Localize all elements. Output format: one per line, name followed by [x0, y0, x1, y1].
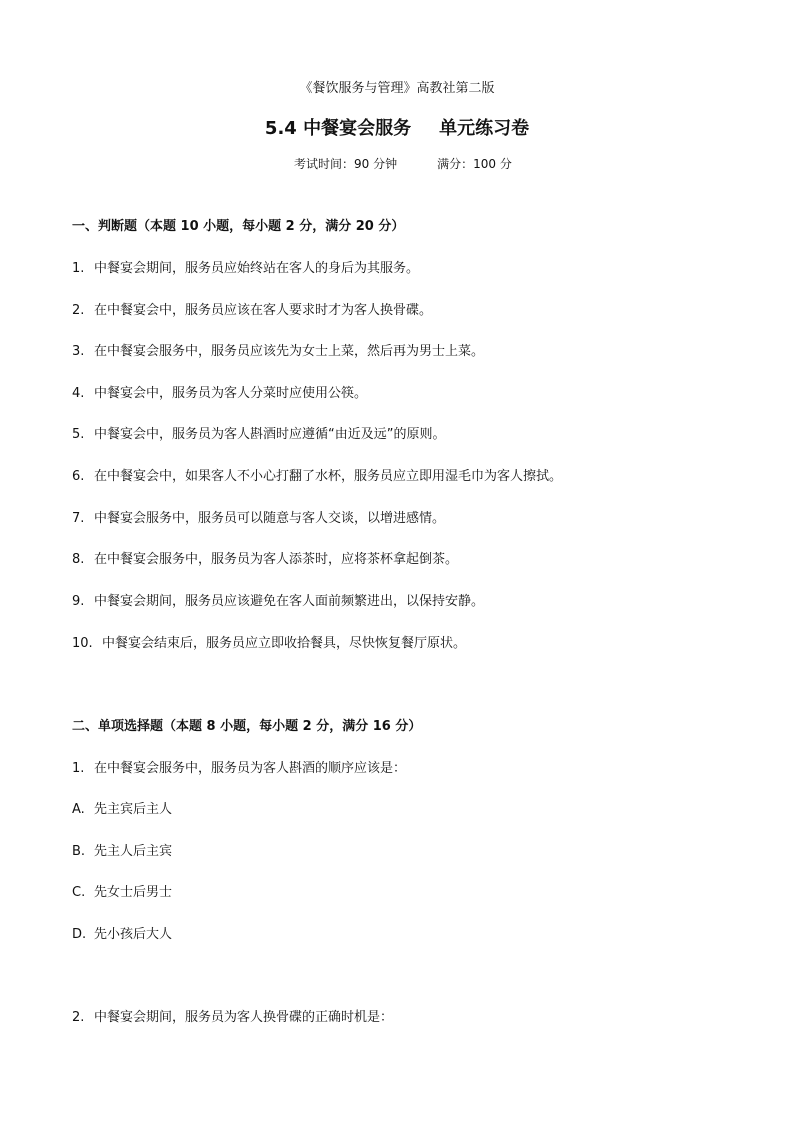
- tf-question-6: [72, 468, 562, 486]
- option-text: 先女士后男士: [94, 885, 173, 900]
- question-number: 4.: [72, 386, 85, 401]
- section1-heading: 一、判断题（本题 10 小题，每小题 2 分，满分 20 分）: [72, 219, 405, 234]
- question-number: 9.: [72, 594, 85, 609]
- question-text: 在中餐宴会中，如果客人不小心打翻了水杯，服务员应立即用湿毛巾为客人擦拭。: [94, 469, 563, 484]
- question-number: 10.: [72, 636, 93, 651]
- exam-meta: [294, 155, 512, 173]
- option-letter: A.: [72, 802, 85, 817]
- tf-question-3: [72, 343, 484, 361]
- option-letter: C.: [72, 885, 86, 900]
- tf-question-8: [72, 551, 458, 569]
- mc-option-d: [72, 926, 172, 944]
- question-text: 中餐宴会中，服务员为客人分菜时应使用公筷。: [94, 386, 368, 401]
- option-letter: D.: [72, 927, 87, 942]
- question-number: 7.: [72, 511, 85, 526]
- question-text: 中餐宴会结束后，服务员应立即收拾餐具，尽快恢复餐厅原状。: [102, 636, 467, 651]
- question-number: 3.: [72, 344, 85, 359]
- exam-time: 考试时间：90 分钟: [294, 157, 398, 171]
- question-number: 2.: [72, 1010, 85, 1025]
- question-number: 1.: [72, 261, 85, 276]
- option-letter: B.: [72, 844, 86, 859]
- question-text: 中餐宴会期间，服务员为客人换骨碟的正确时机是：: [94, 1010, 394, 1025]
- page-title: [0, 116, 794, 142]
- question-text: 在中餐宴会中，服务员应该在客人要求时才为客人换骨碟。: [94, 303, 433, 318]
- mc-option-c: [72, 884, 172, 902]
- title-sub: 单元练习卷: [439, 118, 530, 139]
- tf-question-9: [72, 593, 484, 611]
- question-number: 8.: [72, 552, 85, 567]
- option-text: 先主宾后主人: [94, 802, 173, 817]
- tf-question-4: [72, 385, 367, 403]
- option-text: 先小孩后大人: [94, 927, 173, 942]
- title-main: 5.4 中餐宴会服务: [264, 118, 412, 139]
- question-number: 2.: [72, 303, 85, 318]
- tf-question-1: [72, 260, 419, 278]
- mc-option-a: [72, 801, 172, 819]
- section2-heading: 二、单项选择题（本题 8 小题，每小题 2 分，满分 16 分）: [72, 719, 422, 734]
- exam-score: 满分：100 分: [437, 157, 512, 171]
- question-text: 在中餐宴会服务中，服务员为客人斟酒的顺序应该是：: [94, 761, 407, 776]
- mc-question-2: [72, 1009, 393, 1027]
- question-text: 中餐宴会中，服务员为客人斟酒时应遵循“由近及远”的原则。: [94, 427, 446, 442]
- tf-question-7: [72, 510, 445, 528]
- question-number: 1.: [72, 761, 85, 776]
- document-header: 《餐饮服务与管理》高教社第二版: [299, 81, 495, 96]
- mc-option-b: [72, 843, 172, 861]
- tf-question-5: [72, 426, 445, 444]
- question-number: 6.: [72, 469, 85, 484]
- question-text: 中餐宴会期间，服务员应该避免在客人面前频繁进出，以保持安静。: [94, 594, 485, 609]
- question-text: 中餐宴会期间，服务员应始终站在客人的身后为其服务。: [94, 261, 420, 276]
- question-number: 5.: [72, 427, 85, 442]
- tf-question-10: [72, 635, 466, 653]
- tf-question-2: [72, 302, 432, 320]
- option-text: 先主人后主宾: [94, 844, 173, 859]
- question-text: 中餐宴会服务中，服务员可以随意与客人交谈，以增进感情。: [94, 511, 446, 526]
- question-text: 在中餐宴会服务中，服务员应该先为女士上菜，然后再为男士上菜。: [94, 344, 485, 359]
- mc-question-1: [72, 760, 406, 778]
- question-text: 在中餐宴会服务中，服务员为客人添茶时，应将茶杯拿起倒茶。: [94, 552, 459, 567]
